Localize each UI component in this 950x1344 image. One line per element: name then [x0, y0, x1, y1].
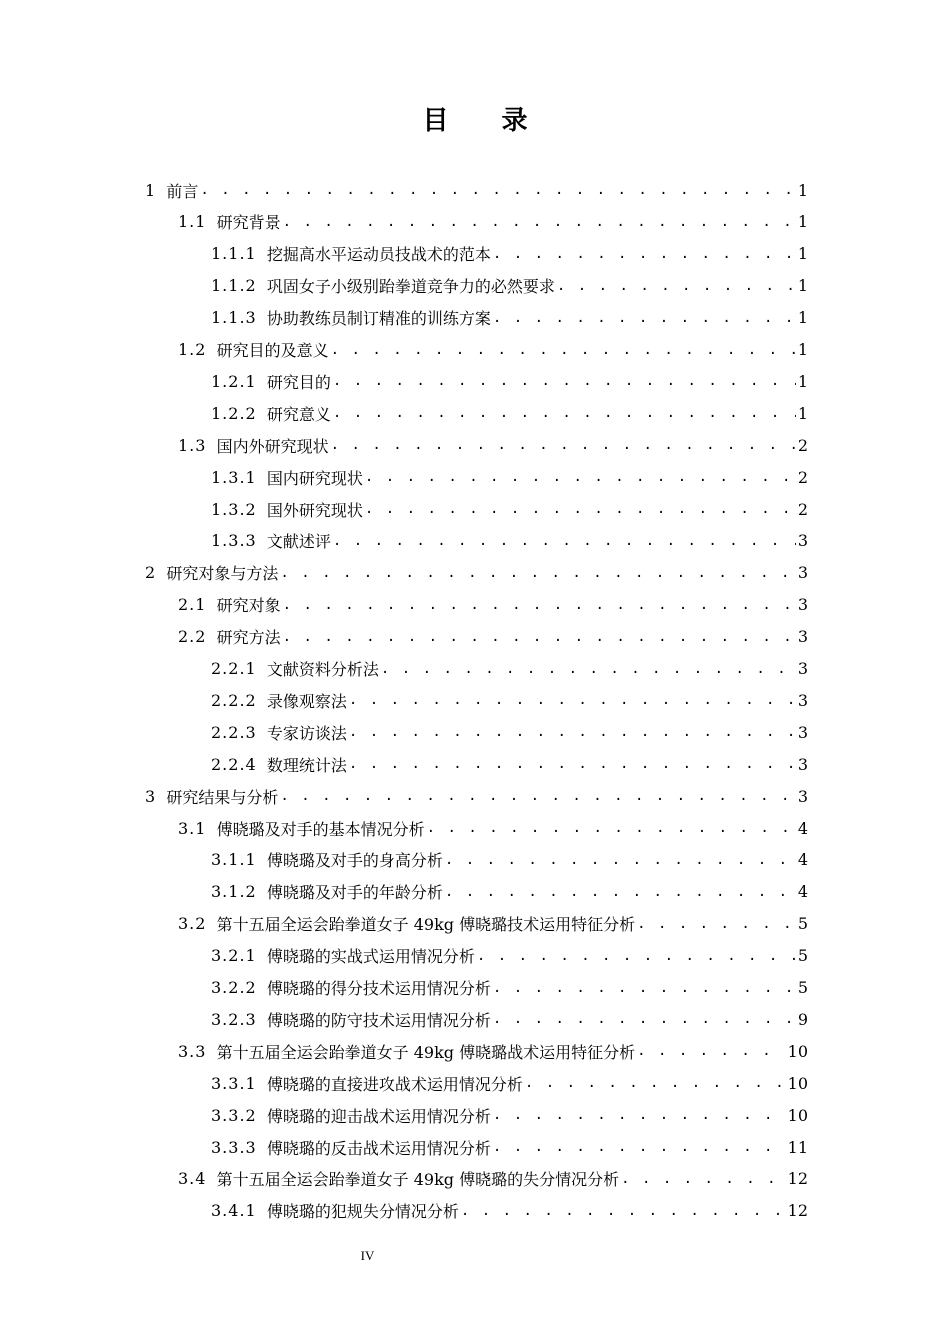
toc-entry-page: 3 — [797, 690, 808, 710]
toc-entry-page: 11 — [787, 1137, 808, 1157]
toc-leader-dots — [621, 1171, 786, 1187]
toc-entry-page: 3 — [797, 627, 808, 647]
toc-entry-number: 1.2.1 — [211, 371, 257, 391]
toc-entry-title: 研究背景 — [216, 213, 281, 233]
toc-entry-page: 5 — [797, 978, 808, 997]
toc-leader-dots — [557, 278, 796, 294]
toc-entry-title: 傅晓璐及对手的年龄分析 — [266, 883, 443, 903]
toc-entry[interactable] — [178, 908, 808, 940]
toc-entry-title: 国外研究现状 — [266, 500, 363, 520]
toc-entry-title: 第十五届全运会跆拳道女子 49kg 傅晓璐战术运用特征分析 — [216, 1042, 636, 1062]
toc-entry-title: 文献述评 — [266, 532, 331, 552]
toc-entry-page: 2 — [797, 499, 808, 519]
toc-entry-title: 傅晓璐的迎击战术运用情况分析 — [266, 1106, 491, 1126]
toc-entry-page: 3 — [797, 595, 808, 615]
toc-entry-page: 3 — [797, 531, 808, 551]
toc-leader-dots — [381, 661, 796, 677]
toc-entry-page: 10 — [787, 1073, 808, 1093]
toc-entry-page: 4 — [797, 818, 808, 838]
toc-entry[interactable] — [211, 844, 808, 876]
toc-entry-title: 傅晓璐的防守技术运用情况分析 — [266, 1010, 491, 1030]
toc-entry-title: 研究目的 — [266, 372, 331, 392]
toc-entry-title: 傅晓璐的直接进攻战术运用情况分析 — [266, 1074, 523, 1094]
toc-entry-title: 国内研究现状 — [266, 468, 363, 488]
toc-entry[interactable] — [178, 429, 808, 461]
toc-entry[interactable] — [211, 302, 808, 334]
toc-entry[interactable] — [211, 1195, 808, 1227]
toc-entry-number: 2.2.2 — [211, 690, 257, 710]
toc-entry-number: 1 — [145, 180, 157, 200]
toc-entry-page: 1 — [797, 308, 808, 328]
toc-entry-title: 国内外研究现状 — [216, 436, 329, 456]
toc-entry-page: 1 — [797, 340, 808, 359]
toc-entry[interactable] — [211, 1003, 808, 1035]
toc-entry-title: 前言 — [166, 181, 199, 201]
toc-entry[interactable] — [211, 525, 808, 557]
toc-leader-dots — [365, 469, 796, 485]
toc-entry-page: 4 — [797, 850, 808, 870]
toc-entry-number: 2.2 — [178, 627, 207, 647]
toc-entry-page: 10 — [787, 1041, 808, 1061]
toc-entry-title: 傅晓璐及对手的身高分析 — [266, 851, 443, 871]
toc-entry-page: 1 — [797, 244, 808, 264]
toc-entry-number: 3.2.3 — [211, 1009, 257, 1029]
toc-entry[interactable] — [178, 334, 808, 366]
toc-entry-page: 1 — [797, 180, 808, 200]
toc-entry-number: 2.2.3 — [211, 722, 257, 742]
toc-leader-dots — [445, 852, 796, 868]
toc-leader-dots — [349, 724, 796, 740]
toc-leader-dots — [331, 437, 796, 453]
toc-entry[interactable] — [178, 589, 808, 621]
toc-leader-dots — [477, 948, 796, 964]
toc-entry-title: 研究方法 — [216, 628, 281, 648]
toc-entry-number: 1.2 — [178, 340, 207, 359]
toc-entry-number: 3.3 — [178, 1041, 207, 1061]
toc-entry-number: 1.1.3 — [211, 308, 257, 328]
toc-entry-page: 2 — [797, 435, 808, 455]
toc-entry-number: 3.1 — [178, 818, 207, 838]
toc-entry[interactable] — [211, 461, 808, 493]
toc-leader-dots — [280, 565, 795, 581]
toc-entry-page: 12 — [787, 1201, 808, 1221]
toc-entry[interactable] — [211, 940, 808, 972]
toc-entry-number: 3.3.3 — [211, 1137, 257, 1157]
toc-leader-dots — [333, 533, 796, 549]
toc-entry-number: 1.1.1 — [211, 244, 257, 264]
toc-entry-page: 5 — [797, 914, 808, 934]
toc-entry-page: 1 — [797, 371, 808, 391]
toc-entry-title: 傅晓璐及对手的基本情况分析 — [216, 819, 425, 839]
toc-entry-title: 研究目的及意义 — [216, 341, 329, 360]
toc-entry-title: 傅晓璐的反击战术运用情况分析 — [266, 1138, 491, 1158]
toc-entry-number: 3.2.2 — [211, 978, 257, 997]
toc-leader-dots — [333, 373, 796, 389]
toc-leader-dots — [200, 182, 795, 198]
toc-entry[interactable] — [211, 1099, 808, 1131]
toc-entry[interactable] — [211, 748, 808, 780]
toc-entry-title: 录像观察法 — [266, 691, 347, 711]
toc-entry-title: 傅晓璐的得分技术运用情况分析 — [266, 979, 491, 998]
toc-entry-number: 3 — [145, 786, 157, 806]
toc-entry-title: 巩固女子小级别跆拳道竞争力的必然要求 — [266, 277, 555, 297]
toc-entry-title: 研究结果与分析 — [166, 787, 279, 807]
toc-entry-number: 3.2.1 — [211, 946, 257, 966]
toc-entry[interactable] — [211, 1067, 808, 1099]
toc-entry-title: 挖掘高水平运动员技战术的范本 — [266, 245, 491, 265]
toc-entry-number: 3.2 — [178, 914, 207, 934]
toc-entry-page: 3 — [797, 563, 808, 583]
toc-entry-title: 研究对象 — [216, 596, 281, 616]
toc-entry-title: 专家访谈法 — [266, 723, 347, 743]
toc-entry-number: 1.3 — [178, 435, 207, 455]
toc-entry-number: 1.3.1 — [211, 467, 257, 487]
page-title: 目 录 — [422, 106, 550, 136]
toc-entry-title: 研究意义 — [266, 404, 331, 424]
toc-entry[interactable] — [178, 621, 808, 653]
toc-entry-number: 3.1.1 — [211, 850, 257, 870]
toc-entry[interactable] — [211, 876, 808, 908]
toc-entry-number: 3.3.1 — [211, 1073, 257, 1093]
toc-leader-dots — [333, 405, 796, 421]
toc-entry[interactable] — [178, 206, 808, 238]
toc-entry-number: 3.4.1 — [211, 1201, 257, 1221]
toc-entry-title: 协助教练员制订精准的训练方案 — [266, 309, 491, 329]
toc-leader-dots — [365, 501, 796, 517]
toc-leader-dots — [331, 342, 796, 358]
page-footer-number: IV — [360, 1248, 375, 1263]
toc-entry-page: 5 — [797, 946, 808, 966]
toc-leader-dots — [493, 1107, 786, 1123]
toc-entry-page: 10 — [787, 1105, 808, 1125]
toc-entry-title: 第十五届全运会跆拳道女子 49kg 傅晓璐技术运用特征分析 — [216, 915, 636, 935]
toc-leader-dots — [493, 1139, 786, 1155]
toc-leader-dots — [283, 214, 796, 230]
toc-entry[interactable] — [211, 1131, 808, 1163]
toc-leader-dots — [280, 788, 795, 804]
toc-entry-number: 1.2.2 — [211, 403, 257, 423]
toc-entry-title: 数理统计法 — [266, 755, 347, 775]
toc-entry[interactable] — [178, 812, 808, 844]
toc-entry[interactable] — [211, 716, 808, 748]
toc-entry-number: 2.2.4 — [211, 754, 257, 774]
toc-entry-page: 3 — [797, 754, 808, 774]
toc-entry-page: 1 — [797, 276, 808, 296]
toc-leader-dots — [525, 1075, 786, 1091]
toc-leader-dots — [493, 246, 796, 262]
toc-leader-dots — [461, 1203, 786, 1219]
toc-entry-number: 1.1.2 — [211, 276, 257, 296]
toc-leader-dots — [493, 310, 796, 326]
toc-entry-number: 3.3.2 — [211, 1105, 257, 1125]
toc-entry-title: 傅晓璐的犯规失分情况分析 — [266, 1202, 459, 1222]
toc-entry-page: 3 — [797, 786, 808, 806]
toc-entry-number: 2 — [145, 563, 157, 583]
toc-leader-dots — [637, 916, 796, 932]
toc-leader-dots — [493, 1011, 796, 1027]
toc-leader-dots — [427, 820, 796, 836]
toc-entry[interactable] — [211, 653, 808, 685]
toc-entry[interactable] — [211, 365, 808, 397]
toc-leader-dots — [349, 756, 796, 772]
toc-entry-number: 3.4 — [178, 1169, 207, 1189]
toc-entry-title: 第十五届全运会跆拳道女子 49kg 傅晓璐的失分情况分析 — [216, 1170, 620, 1190]
toc-entry-page: 1 — [797, 212, 808, 232]
toc-entry-number: 2.1 — [178, 595, 207, 615]
toc-entry-title: 傅晓璐的实战式运用情况分析 — [266, 947, 475, 967]
toc-entry[interactable] — [145, 174, 808, 206]
toc-entry-page: 12 — [787, 1169, 808, 1189]
toc-leader-dots — [445, 884, 796, 900]
toc-entry-number: 2.2.1 — [211, 659, 257, 678]
toc-entry[interactable] — [211, 238, 808, 270]
toc-leader-dots — [283, 597, 796, 613]
toc-entry[interactable] — [178, 1035, 808, 1067]
toc-entry-title: 研究对象与方法 — [166, 564, 279, 584]
toc-entry[interactable] — [211, 684, 808, 716]
toc-leader-dots — [493, 980, 796, 996]
toc-entry-page: 3 — [797, 659, 808, 678]
toc-entry[interactable] — [145, 780, 808, 812]
toc-leader-dots — [637, 1043, 786, 1059]
toc-leader-dots — [349, 692, 796, 708]
toc-entry[interactable] — [211, 493, 808, 525]
toc-entry-number: 1.3.2 — [211, 499, 257, 519]
toc-entry-page: 1 — [797, 403, 808, 423]
toc-entry-page: 2 — [797, 467, 808, 487]
toc-entry-number: 1.1 — [178, 212, 207, 232]
toc-entry[interactable] — [211, 972, 808, 1004]
toc-entry-page: 3 — [797, 722, 808, 742]
toc-leader-dots — [283, 629, 796, 645]
toc-entry-page: 9 — [797, 1009, 808, 1029]
toc-entry[interactable] — [211, 270, 808, 302]
toc-entry[interactable] — [145, 557, 808, 589]
toc-entry-title: 文献资料分析法 — [266, 660, 379, 679]
toc-entry-number: 3.1.2 — [211, 882, 257, 902]
toc-entry-number: 1.3.3 — [211, 531, 257, 551]
toc-entry[interactable] — [211, 397, 808, 429]
toc-entry[interactable] — [178, 1163, 808, 1195]
toc-entry-page: 4 — [797, 882, 808, 902]
